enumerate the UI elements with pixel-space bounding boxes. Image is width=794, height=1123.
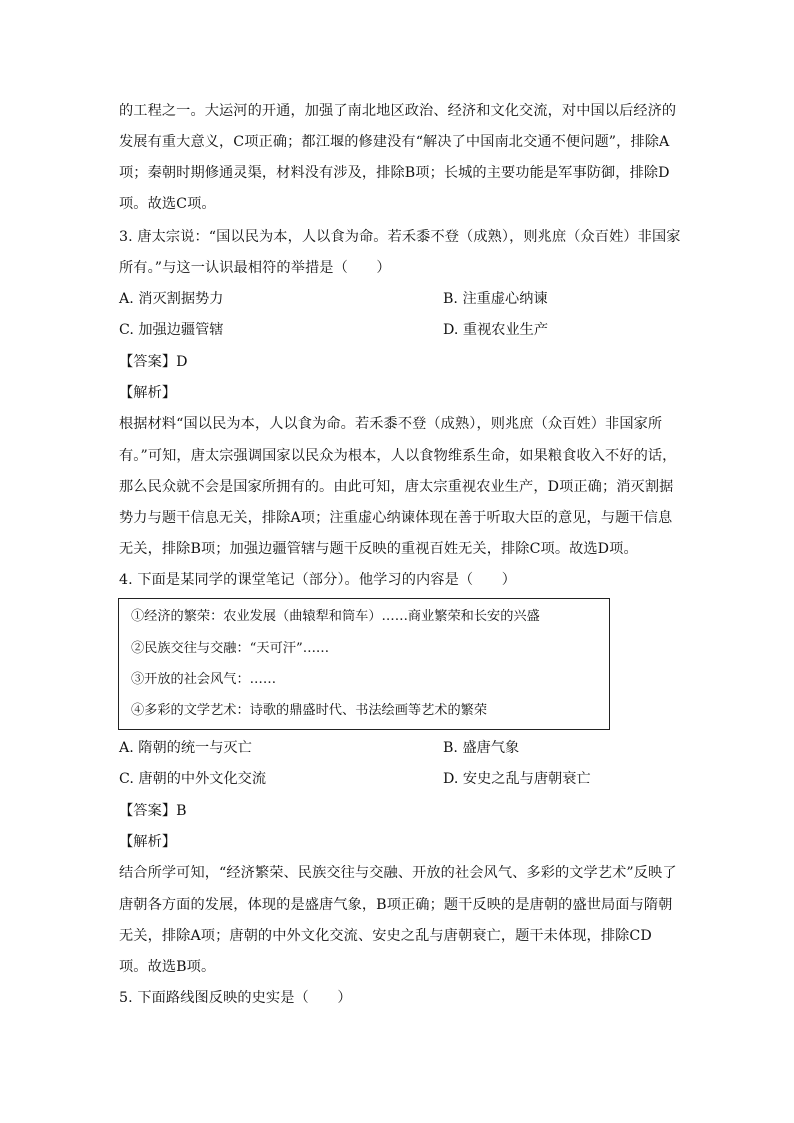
q3-answer: 【答案】D <box>119 354 188 370</box>
q3-analysis-label: 【解析】 <box>119 385 177 401</box>
q3-option-a: A. 消灭割据势力 <box>119 291 224 307</box>
q4-note-item: ①经济的繁荣：农业发展（曲辕犁和筒车）……商业繁荣和长安的兴盛 <box>131 609 540 624</box>
q4-analysis-label: 【解析】 <box>119 834 177 850</box>
q4-note-item: ④多彩的文学艺术：诗歌的鼎盛时代、书法绘画等艺术的繁荣 <box>131 703 488 718</box>
q4-option-b: B. 盛唐气象 <box>443 740 520 756</box>
q3-option-b: B. 注重虚心纳谏 <box>443 291 548 307</box>
q3-analysis-line: 根据材料“国以民为本，人以食为命。若禾黍不登（成熟），则兆庶（众百姓）非国家所 <box>119 416 663 432</box>
q3-stem-line: 3. 唐太宗说：“国以民为本，人以食为命。若禾黍不登（成熟），则兆庶（众百姓）非国家 <box>119 229 681 245</box>
q4-option-c: C. 唐朝的中外文化交流 <box>119 771 267 787</box>
q4-analysis-line: 唐朝各方面的发展，体现的是盛唐气象，B项正确；题干反映的是唐朝的盛世局面与隋朝 <box>119 897 673 913</box>
q3-stem-line: 所有。”与这一认识最相符的举措是（ ） <box>119 260 391 276</box>
intro-line: 项；秦朝时期修通灵渠，材料没有涉及，排除B项；长城的主要功能是军事防御，排除D <box>119 165 670 181</box>
q4-notes-box <box>118 598 610 730</box>
q4-analysis-line: 无关，排除A项；唐朝的中外文化交流、安史之乱与唐朝衰亡，题干未体现，排除CD <box>119 928 652 944</box>
intro-line: 的工程之一。大运河的开通，加强了南北地区政治、经济和文化交流，对中国以后经济的 <box>119 103 677 119</box>
intro-line: 项。故选C项。 <box>119 196 216 212</box>
q4-answer: 【答案】B <box>119 803 187 819</box>
q4-note-item: ③开放的社会风气：…… <box>131 672 277 687</box>
q4-analysis-line: 结合所学可知，“经济繁荣、民族交往与交融、开放的社会风气、多彩的文学艺术”反映了 <box>119 865 677 881</box>
q3-analysis-line: 势力与题干信息无关，排除A项；注重虚心纳谏体现在善于听取大臣的意见，与题干信息 <box>119 510 673 526</box>
q3-analysis-line: 有。”可知，唐太宗强调国家以民众为根本，人以食物维系生命，如果粮食收入不好的话， <box>119 448 677 464</box>
q3-analysis-line: 那么民众就不会是国家所拥有的。由此可知，唐太宗重视农业生产，D项正确；消灭割据 <box>119 479 674 495</box>
q4-option-d: D. 安史之乱与唐朝衰亡 <box>443 771 591 787</box>
q4-analysis-line: 项。故选B项。 <box>119 959 216 975</box>
q3-option-d: D. 重视农业生产 <box>443 322 549 338</box>
intro-line: 发展有重大意义，C项正确；都江堰的修建没有“解决了中国南北交通不便问题”，排除A <box>119 134 670 150</box>
q3-analysis-line: 无关，排除B项；加强边疆管辖与题干反映的重视百姓无关，排除C项。故选D项。 <box>119 541 638 557</box>
q3-option-c: C. 加强边疆管辖 <box>119 322 224 338</box>
q4-option-a: A. 隋朝的统一与灭亡 <box>119 740 252 756</box>
q5-stem: 5. 下面路线图反映的史实是（ ） <box>119 990 352 1006</box>
q4-stem: 4. 下面是某同学的课堂笔记（部分）。他学习的内容是（ ） <box>119 572 517 588</box>
q4-note-item: ②民族交往与交融：“天可汗”…… <box>131 641 330 656</box>
